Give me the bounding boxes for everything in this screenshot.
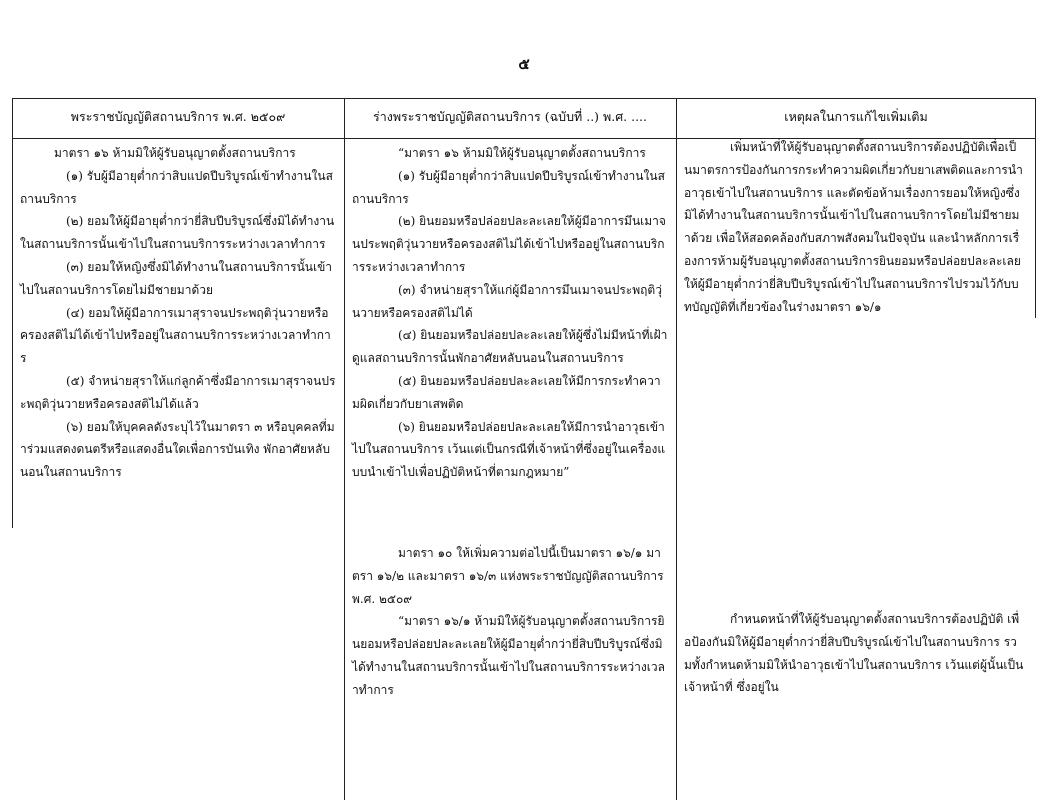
draft-clause-3: (๓) จำหน่ายสุราให้แก่ผู้มีอาการมึนเมาจนประพฤติวุ่นวายหรือครองสติไม่ได้	[352, 282, 662, 320]
draft-clause-1: (๑) รับผู้มีอายุต่ำกว่าสิบแปดปีบริบูรณ์เข้าทำงานในสถานบริการ	[352, 168, 665, 206]
clause-4: (๔) ยอมให้ผู้มีอาการเมาสุราจนประพฤติวุ่นวายหรือครองสติไม่ได้เข้าไปหรืออยู่ในสถานบริการระหว่างเวลาทำการ	[20, 305, 331, 366]
header-reasons: เหตุผลในการแก้ไขเพิ่มเติม	[784, 109, 928, 124]
draft-clause-6: (๖) ยินยอมหรือปล่อยปละละเลยให้มีการนำอาวุธเข้าไปในสถานบริการ เว้นแต่เป็นกรณีที่เจ้าหน้าที่ซึ่งอยู่ในเครื่องแบบนำเข้าไปเพื่อปฏิบัติหน้าที่ตามกฎหมาย”	[352, 419, 666, 480]
draft-clause-5: (๕) ยินยอมหรือปล่อยปละละเลยให้มีการกระทำความผิดเกี่ยวกับยาเสพติด	[352, 373, 661, 411]
comparison-table	[12, 98, 1036, 800]
draft-section-10: มาตรา ๑๐ ให้เพิ่มความต่อไปนี้เป็นมาตรา ๑๖/๑ มาตรา ๑๖/๒ และมาตรา ๑๖/๓ แห่งพระราชบัญญัติสถานบริการ พ.ศ. ๒๕๐๙	[352, 546, 664, 606]
clause-2: (๒) ยอมให้ผู้มีอายุต่ำกว่ายี่สิบปีบริบูรณ์ซึ่งมิได้ทำงานในสถานบริการนั้นเข้าไปในสถานบริการระหว่างเวลาทำการ	[20, 214, 335, 252]
reason-section-16	[684, 136, 1024, 318]
reason-section-16-1	[684, 608, 1024, 699]
table-left-border	[12, 98, 13, 528]
section-16-heading: มาตรา ๑๖ ห้ามมิให้ผู้รับอนุญาตตั้งสถานบริการ	[54, 146, 296, 160]
draft-clause-4: (๔) ยินยอมหรือปล่อยปละละเลยให้ผู้ซึ่งไม่มีหน้าที่เฝ้าดูแลสถานบริการนั้นพักอาศัยหลับนอนในสถานบริการ	[352, 328, 668, 366]
clause-1: (๑) รับผู้มีอายุต่ำกว่าสิบแปดปีบริบูรณ์เข้าทำงานในสถานบริการ	[20, 168, 333, 206]
draft-act-section-10	[352, 542, 668, 702]
reason-paragraph-2: กำหนดหน้าที่ให้ผู้รับอนุญาตตั้งสถานบริการต้องปฏิบัติ เพื่อป้องกันมิให้ผู้มีอายุต่ำกว่ายี่สิบปีบริบูรณ์เข้าไปในสถานบริการ รวมทั้งกำหนดห้ามมิให้นำอาวุธเข้าไปในสถานบริการ เว้นแต่ผู้นั้นเป็นเจ้าหน้าที่ ซึ่งอยู่ใน	[684, 612, 1024, 695]
draft-act-section-16	[352, 142, 668, 484]
column-divider-2	[676, 98, 677, 800]
clause-5: (๕) จำหน่ายสุราให้แก่ลูกค้าซึ่งมีอาการเมาสุราจนประพฤติวุ่นวายหรือครองสติไม่ได้แล้ว	[20, 373, 336, 411]
header-draft-act: ร่างพระราชบัญญัติสถานบริการ (ฉบับที่ ..) พ.ศ. ....	[372, 109, 648, 124]
column-divider-1	[344, 98, 345, 800]
header-current-act: พระราชบัญญัติสถานบริการ พ.ศ. ๒๕๐๙	[70, 109, 286, 124]
page-number: ๕	[518, 55, 530, 73]
clause-3: (๓) ยอมให้หญิงซึ่งมิได้ทำงานในสถานบริการนั้นเข้าไปในสถานบริการโดยไม่มีชายมาด้วย	[20, 259, 333, 297]
draft-section-16-1: “มาตรา ๑๖/๑ ห้ามมิให้ผู้รับอนุญาตตั้งสถานบริการยินยอมหรือปล่อยปละละเลยให้ผู้มีอายุต่ำกว่ายี่สิบปีบริบูรณ์ซึ่งมิได้ทำงานในสถานบริการนั้นเข้าไปในสถานบริการระหว่างเวลาทำการ	[352, 614, 665, 697]
clause-6: (๖) ยอมให้บุคคลดังระบุไว้ในมาตรา ๓ หรือบุคคลที่มาร่วมแสดงดนตรีหรือแสดงอื่นใดเพื่อการบันเทิง พักอาศัยหลับนอนในสถานบริการ	[20, 419, 335, 480]
draft-section-16-heading: “มาตรา ๑๖ ห้ามมิให้ผู้รับอนุญาตตั้งสถานบริการ	[398, 146, 646, 160]
current-act-section-16	[20, 142, 336, 484]
reason-paragraph-1: เพิ่มหน้าที่ให้ผู้รับอนุญาตตั้งสถานบริการต้องปฏิบัติเพื่อเป็นมาตรการป้องกันการกระทำความผิดเกี่ยวกับยาเสพติดและการนำอาวุธเข้าไปในสถานบริการ และตัดข้อห้ามเรื่องการยอมให้หญิงซึ่งมิได้ทำงานในสถานบริการนั้นเข้าไปในสถานบริการโดยไม่มีชายมาด้วย เพื่อให้สอดคล้องกับสภาพสังคมในปัจจุบัน และนำหลักการเรื่องการห้ามผู้รับอนุญาตตั้งสถานบริการยินยอมหรือปล่อยปละละเลยให้ผู้มีอายุต่ำกว่ายี่สิบปีบริบูรณ์เข้าไปในสถานบริการไปรวมไว้กับบทบัญญัติที่เกี่ยวข้องในร่างมาตรา ๑๖/๑	[684, 140, 1023, 314]
draft-clause-2: (๒) ยินยอมหรือปล่อยปละละเลยให้ผู้มีอาการมึนเมาจนประพฤติวุ่นวายหรือครองสติไม่ได้เข้าไปหรืออยู่ในสถานบริการระหว่างเวลาทำการ	[352, 214, 666, 274]
